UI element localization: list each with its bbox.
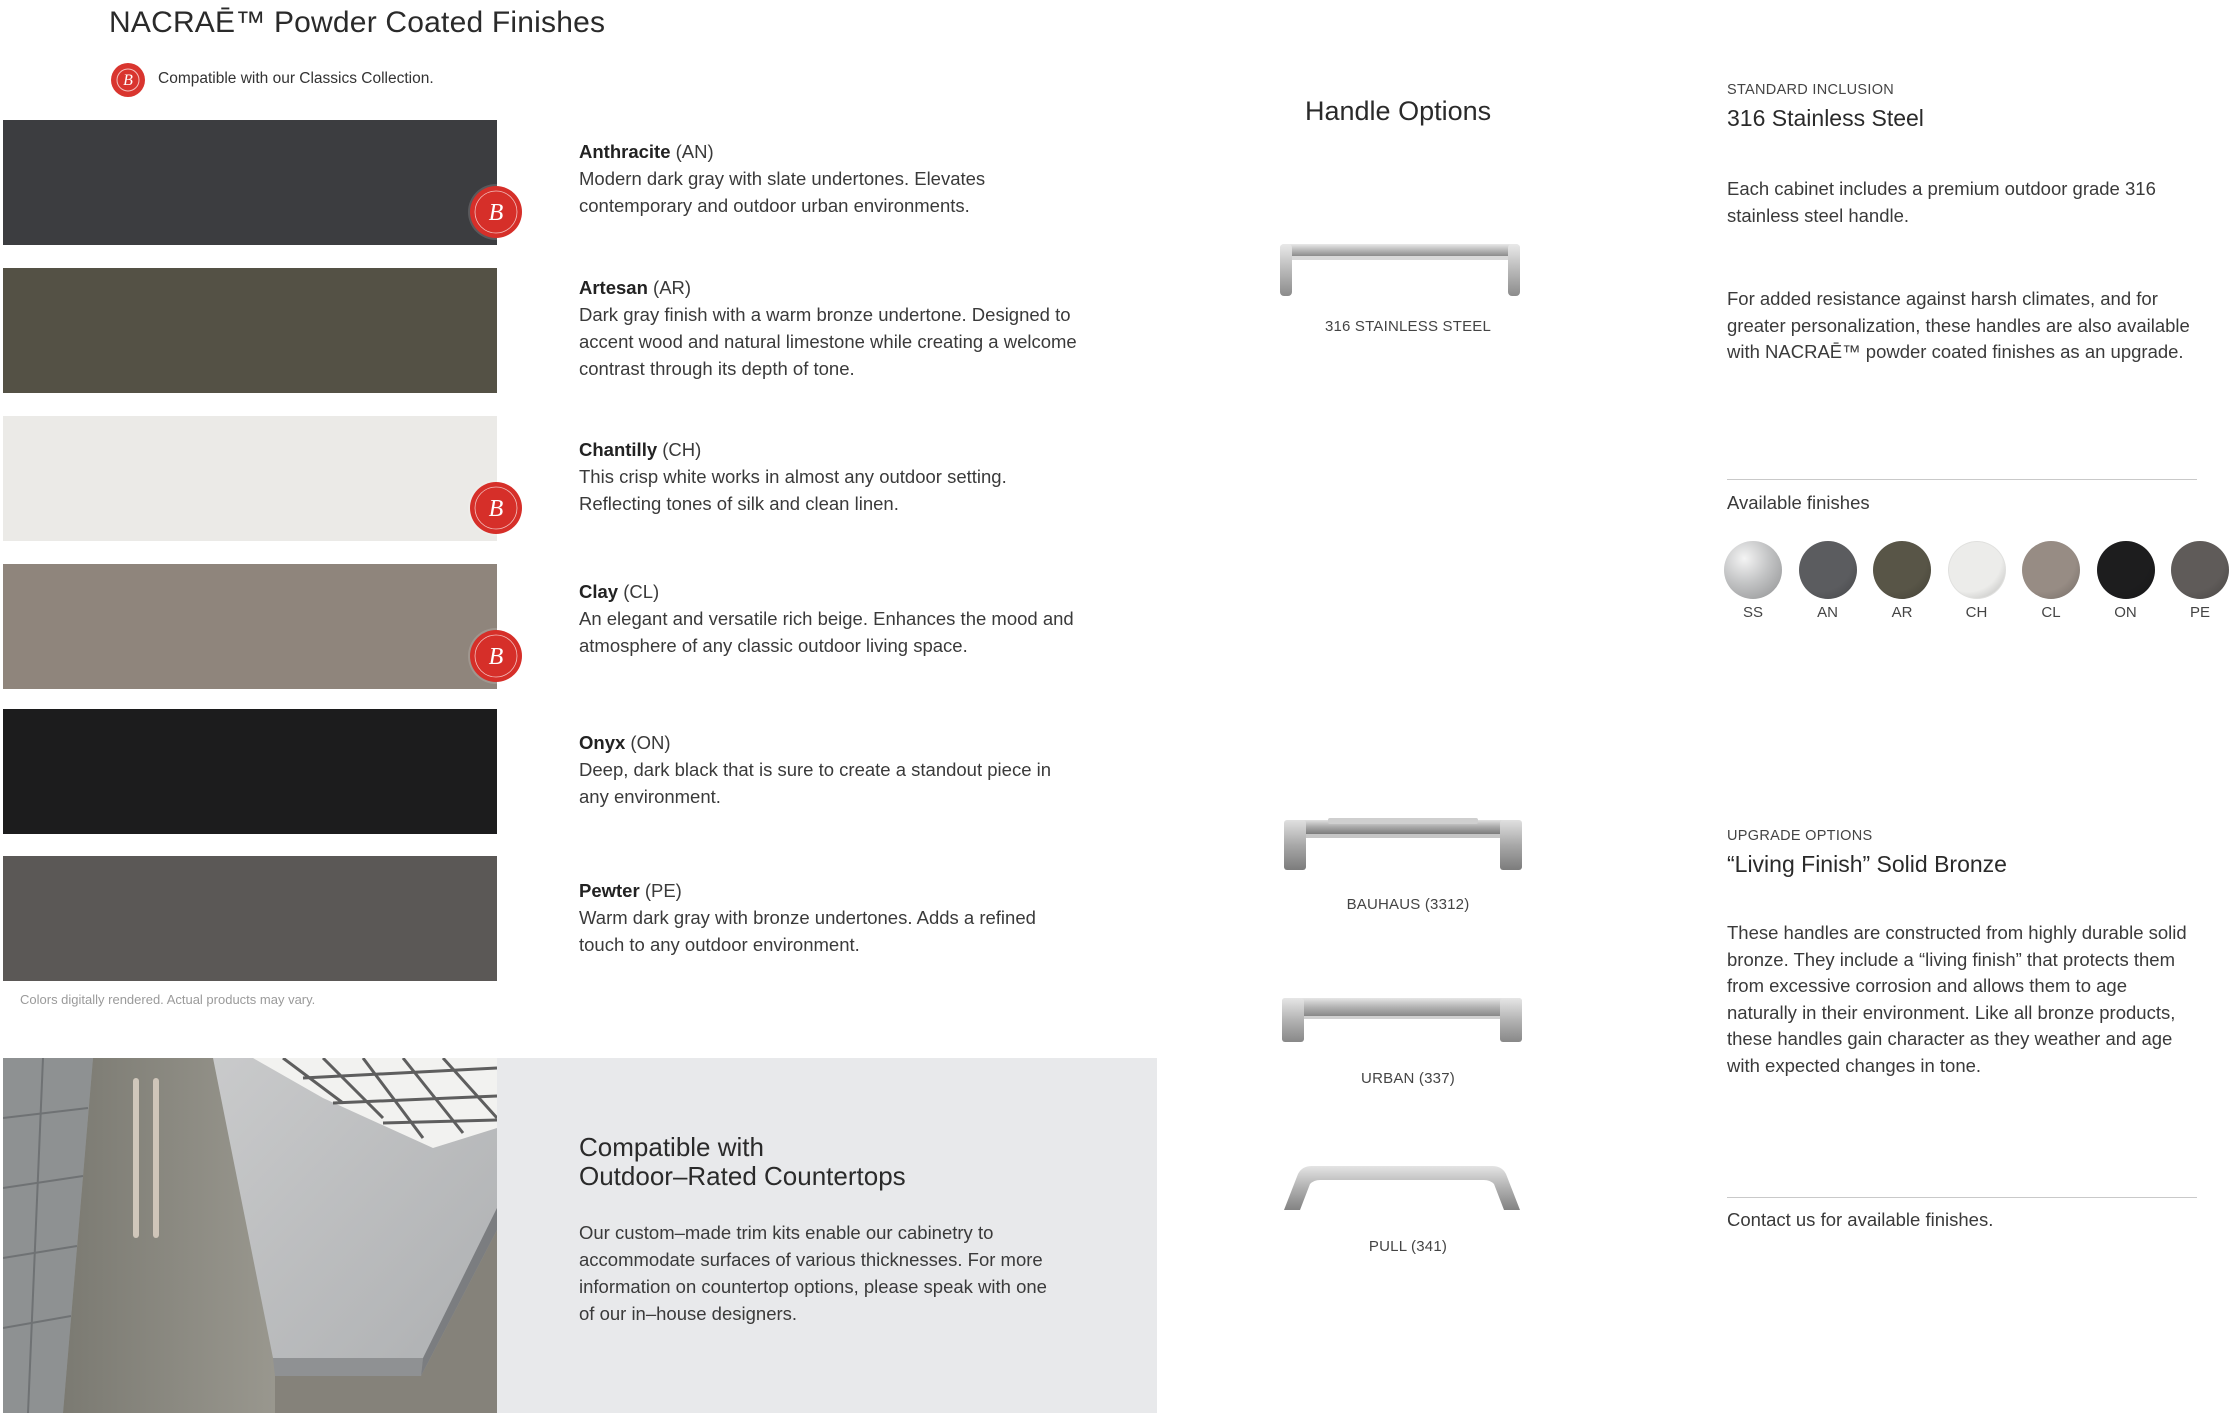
svg-text:B: B xyxy=(123,72,133,89)
finish-dot-label: CH xyxy=(1965,604,1988,621)
handle-316-stainless-image xyxy=(1278,240,1523,305)
available-finishes-label: Available finishes xyxy=(1727,492,1870,513)
finish-name xyxy=(579,436,1079,463)
finish-description-block xyxy=(579,578,1079,659)
finish-code: (AR) xyxy=(653,277,692,298)
finish-dot-cl xyxy=(2022,541,2080,599)
classics-badge-icon xyxy=(470,482,522,534)
upgrade-kicker: UPGRADE OPTIONS xyxy=(1727,828,1873,844)
finish-code: (PE) xyxy=(644,880,682,901)
finish-desc: Modern dark gray with slate undertones. Elevates contemporary and outdoor urban environments. xyxy=(579,168,986,216)
finish-description-block xyxy=(579,436,1079,517)
standard-paragraph-1: Each cabinet includes a premium outdoor grade 316 stainless steel handle. xyxy=(1727,178,2156,226)
finish-dot-label: AR xyxy=(1891,604,1913,621)
countertop-title xyxy=(579,1133,906,1191)
upgrade-heading: “Living Finish” Solid Bronze xyxy=(1727,851,2007,877)
upgrade-body: These handles are constructed from highly durable solid bronze. They include a “living finish” that protects them from excessive corrosion and allows them to age naturally in their environment. Like all bronze products, these handles gain character as they weather and age with expected changes in tone. xyxy=(1727,922,2187,1076)
finish-code: (CL) xyxy=(623,581,660,602)
standard-heading: 316 Stainless Steel xyxy=(1727,105,1924,131)
handle-pull-image xyxy=(1278,1164,1528,1219)
countertop-title-line2: Outdoor–Rated Countertops xyxy=(579,1161,906,1191)
standard-paragraph-2: For added resistance against harsh climates, and for greater personalization, these handles are also available with NACRAĒ™ powder coated finishes as an upgrade. xyxy=(1727,288,2190,362)
finish-dot-label: CL xyxy=(2041,604,2061,621)
divider xyxy=(1727,479,2197,480)
finish-dot-label: PE xyxy=(2189,604,2210,621)
standard-kicker: STANDARD INCLUSION xyxy=(1727,82,1895,98)
divider xyxy=(1727,1197,2197,1198)
finish-swatch-clay xyxy=(3,564,497,689)
handle-bauhaus-image xyxy=(1278,818,1528,879)
handle-options-heading: Handle Options xyxy=(1305,96,1492,126)
countertop-photo xyxy=(3,1058,497,1413)
finish-desc: Warm dark gray with bronze undertones. Adds a refined touch to any outdoor environment. xyxy=(579,907,1036,955)
svg-text:B: B xyxy=(488,644,504,670)
finish-name xyxy=(579,877,1079,904)
finish-name xyxy=(579,729,1079,756)
svg-text:B: B xyxy=(488,496,504,522)
finish-dot-label: AN xyxy=(1817,604,1838,621)
finish-desc: Dark gray finish with a warm bronze undertone. Designed to accent wood and natural limestone while creating a welcome contrast through its depth of tone. xyxy=(579,304,1077,379)
compat-note: Compatible with our Classics Collection. xyxy=(158,70,434,87)
finish-swatch-anthracite xyxy=(3,120,497,245)
finish-description-block xyxy=(579,729,1079,810)
handle-label: PULL (341) xyxy=(1368,1238,1448,1255)
countertop-body: Our custom–made trim kits enable our cabinetry to accommodate surfaces of various thicknesses. For more information on countertop options, please speak with one of our in–house designers. xyxy=(579,1222,1047,1324)
finish-name-text: Artesan xyxy=(579,277,648,298)
finish-name xyxy=(579,274,1079,301)
disclaimer: Colors digitally rendered. Actual products may vary. xyxy=(20,992,316,1007)
finish-description-block xyxy=(579,274,1079,382)
handle-label: URBAN (337) xyxy=(1361,1070,1455,1087)
finish-name-text: Clay xyxy=(579,581,619,602)
finish-desc: This crisp white works in almost any outdoor setting. Reflecting tones of silk and clean linen. xyxy=(579,466,1007,514)
finish-description-block xyxy=(579,138,1079,219)
finish-name-text: Onyx xyxy=(579,732,626,753)
handle-label: 316 STAINLESS STEEL xyxy=(1324,318,1492,335)
finish-dot-label: SS xyxy=(1742,604,1763,621)
finish-name xyxy=(579,578,1079,605)
finish-dot-on xyxy=(2097,541,2155,599)
finish-code: (CH) xyxy=(662,439,702,460)
finish-desc: An elegant and versatile rich beige. Enhances the mood and atmosphere of any classic outdoor living space. xyxy=(579,608,1074,656)
finish-name-text: Anthracite xyxy=(579,141,671,162)
countertop-title-line1: Compatible with xyxy=(579,1132,764,1162)
finish-dot-label: ON xyxy=(2114,604,2137,621)
classics-badge-icon xyxy=(111,63,145,97)
finish-swatch-artesan xyxy=(3,268,497,393)
finish-dot-an xyxy=(1799,541,1857,599)
finish-dot-ar xyxy=(1873,541,1931,599)
finish-code: (AN) xyxy=(675,141,714,162)
contact-note: Contact us for available finishes. xyxy=(1727,1209,1994,1230)
finish-desc: Deep, dark black that is sure to create a standout piece in any environment. xyxy=(579,759,1052,807)
finish-dot-pe xyxy=(2171,541,2229,599)
finish-swatch-onyx xyxy=(3,709,497,834)
finish-dot-ss xyxy=(1724,541,1782,599)
finish-swatch-chantilly xyxy=(3,416,497,541)
finish-description-block xyxy=(579,877,1079,958)
svg-text:B: B xyxy=(488,200,504,226)
finish-name xyxy=(579,138,1079,165)
handle-urban-image xyxy=(1278,996,1528,1051)
finish-name-text: Chantilly xyxy=(579,439,658,460)
page-title: NACRAĒ™ Powder Coated Finishes xyxy=(109,6,606,39)
classics-badge-icon xyxy=(470,630,522,682)
finish-name-text: Pewter xyxy=(579,880,640,901)
finish-swatch-pewter xyxy=(3,856,497,981)
handle-label: BAUHAUS (3312) xyxy=(1346,896,1470,913)
classics-badge-icon xyxy=(470,186,522,238)
finish-code: (ON) xyxy=(630,732,671,753)
finish-dot-ch xyxy=(1948,541,2006,599)
